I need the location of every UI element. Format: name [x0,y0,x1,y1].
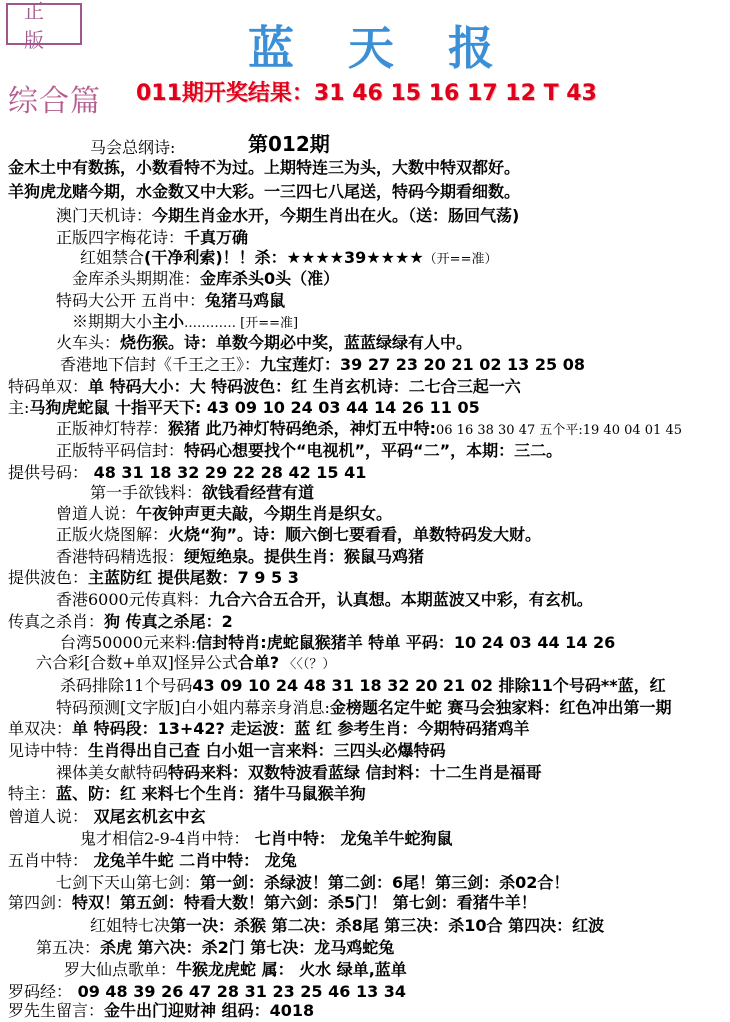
line-note: 〈〈（？） [279,657,336,672]
line-note: ………… [开==准] [184,316,299,331]
line-value: 烧伤猴。诗：单数今期必中奖，蓝蓝绿绿有人中。 [120,333,473,352]
line-label: 主: [8,398,30,417]
line-note: 06 16 38 30 47 五个平:19 40 04 01 45 [436,423,682,438]
line-label: 第四剑： [8,893,73,912]
line-value: 单 特码大小：大 特码波色：红 生肖玄机诗：二七合三起一六 [88,377,521,396]
line-value: 火烧“狗”。诗：顺六倒七要看看，单数特码发大财。 [168,525,542,544]
line-value: 09 48 39 26 47 28 31 23 25 46 13 34 [72,982,407,1001]
line-value: 生肖得出自己查 白小姐一言来料：三四头必爆特码 [88,741,446,760]
content-line [8,892,537,914]
line-label: 曾道人说： [56,504,137,523]
content-line [8,611,233,633]
line-note: （开==准） [423,252,498,267]
line-value: 合单? [237,653,280,672]
line-value: 金木土中有数拣，小数看特不为过。上期特连三为头，大数中特双都好。 [8,158,521,177]
line-value: 主小 [152,312,185,331]
content-line [72,268,339,290]
content-line [36,652,335,676]
line-label: 正版神灯特荐： [56,419,169,438]
content-line [8,462,366,484]
content-line [56,697,671,719]
content-line [8,376,521,398]
content-line [90,482,314,504]
line-label: 马会总纲诗: [90,138,176,157]
line-label: 杀码排除11个号码 [60,676,193,695]
content-line [36,937,394,959]
content-line [56,440,562,462]
draw-result: 011期开奖结果：31 46 15 16 17 12 T 43 [136,81,597,106]
line-value: 第一剑：杀绿波！第二剑：6尾！第三剑：杀02合！ [200,873,570,892]
content-line [60,354,585,376]
content-line [56,524,541,546]
content-line [8,783,366,805]
line-label: 传真之杀肖： [8,612,105,631]
line-label: 特码预测[文字版]白小姐内幕亲身消息: [56,698,330,717]
line-label: 香港地下信封《千王之王》： [60,355,261,374]
content-line [8,1000,314,1022]
content-line [56,290,285,312]
line-value: 特码来料：双数特波看蓝绿 信封料：十二生肖是福哥 [168,763,542,782]
content-line [80,828,453,850]
genuine-badge: 正 版 [6,3,82,45]
line-value: 蓝、防：红 来料七个生肖：猪牛马鼠猴羊狗 [56,784,366,803]
newspaper-title: 蓝天报 [248,21,548,75]
line-label: 正版特平码信封： [56,441,185,460]
content-line [8,181,520,203]
line-label: 提供波色： [8,568,89,587]
line-label: 单双决： [8,719,73,738]
line-value: 猴猪 此乃神灯特码绝杀，神灯五中特: [168,419,436,438]
content-line [8,718,530,740]
line-label: 七剑下天山第七剑： [56,873,201,892]
content-line [56,762,542,784]
line-label: 裸体美女献特码 [56,763,169,782]
line-value: 双尾玄机玄中玄 [88,807,206,826]
line-value: 欲钱看经营有道 [202,483,315,502]
content-line [8,397,480,419]
line-value: 信封特肖:虎蛇鼠猴猪羊 特单 平码：10 24 03 44 14 26 [196,633,616,652]
content-line [90,137,175,159]
content-line [64,959,407,981]
line-value: 第一决：杀猴 第二决：杀8尾 第三决：杀10合 第四决：红波 [170,916,605,935]
content-line [56,418,682,442]
line-label: 红姐特七决 [90,916,171,935]
line-label: 红姐禁合 [80,248,145,267]
line-label: 金库杀头期期准： [72,269,201,288]
content-line [56,332,472,354]
line-value: 今期生肖金水开，今期生肖出在火。（送：肠回气荡) [152,206,520,225]
line-value: 金牛出门迎财神 组码：4018 [104,1001,315,1020]
line-value: 金榜题名定牛蛇 赛马会独家料：红色冲出第一期 [329,698,672,717]
line-value: 金库杀头0头（准） [200,269,340,288]
line-label: 香港6000元传真料： [56,590,209,609]
line-label: 五肖中特： [8,851,89,870]
line-value: 单 特码段：13+42? 走运波：蓝 红 参考生肖：今期特码猪鸡羊 [72,719,530,738]
line-value: 龙兔羊牛蛇 二肖中特： 龙兔 [88,851,297,870]
line-value: 特双！第五剑：特看大数！第六剑：杀5门！ 第七剑：看猪牛羊！ [72,893,537,912]
content-line [60,675,666,697]
content-line [60,632,615,654]
content-line [8,157,520,179]
line-value: 七肖中特： 龙兔羊牛蛇狗鼠 [249,829,453,848]
line-value: 特码心想要找个“电视机”，平码“二”，本期：三二。 [184,441,563,460]
line-label: ※期期大小 [72,312,153,331]
line-label: 提供号码： [8,463,89,482]
content-line [90,915,604,937]
content-line [56,227,248,249]
line-value: 43 09 10 24 48 31 18 32 20 21 02 排除11个号码**蓝，红 [192,676,666,695]
line-value: 马狗虎蛇鼠 十指平天下: 43 09 10 24 03 44 14 26 11 05 [29,398,480,417]
line-value: 兔猪马鸡鼠 [205,291,286,310]
line-label: 第五决： [36,938,101,957]
line-value: 杀虎 第六决：杀2门 第七决：龙马鸡蛇兔 [100,938,395,957]
line-label: 澳门天机诗： [56,206,153,225]
line-label: 第一手欲钱料： [90,483,203,502]
line-value: 午夜钟声更夫敲，今期生肖是织女。 [136,504,393,523]
content-line [56,589,593,611]
content-line [56,546,424,568]
line-label: 香港特码精选报： [56,547,185,566]
line-label: 台湾50000元来料: [60,633,197,652]
line-label: 特码单双： [8,377,89,396]
line-label: 罗先生留言： [8,1001,105,1020]
line-value: (干净利索)！！杀：★★★★39★★★★ [144,248,424,267]
line-label: 曾道人说： [8,807,89,826]
line-label: 罗码经： [8,982,73,1001]
line-label: 罗大仙点歌单： [64,960,177,979]
line-label: 火车头： [56,333,121,352]
line-label: 正版火烧图解： [56,525,169,544]
line-label: 见诗中特： [8,741,89,760]
issue-number: 第012期 [248,132,330,156]
line-value: 羊狗虎龙赌今期，水金数又中大彩。一三四七八尾送，特码今期看细数。 [8,182,521,201]
content-line [8,740,446,762]
line-value: 牛猴龙虎蛇 属： 火水 绿单,蓝单 [176,960,407,979]
content-line [8,850,297,872]
line-label: 特主： [8,784,57,803]
line-label: 六合彩[合数+单双]怪异公式 [36,653,238,672]
line-value: 绠短绝泉。提供生肖：猴鼠马鸡猪 [184,547,425,566]
content-line [56,872,569,894]
line-label: 正版四字梅花诗： [56,228,185,247]
line-label: 鬼才相信2-9-4肖中特： [80,829,250,848]
line-value: 千真万确 [184,228,249,247]
line-label: 特码大公开 五肖中： [56,291,206,310]
content-line [8,806,206,828]
line-value: 主蓝防红 提供尾数：7 9 5 3 [88,568,299,587]
line-value: 九合六合五合开，认真想。本期蓝波又中彩，有玄机。 [208,590,593,609]
content-line [8,567,299,589]
content-line [56,205,519,227]
line-value: 狗 传真之杀尾：2 [104,612,233,631]
section-title: 综合篇 [8,84,101,119]
line-value: 48 31 18 32 29 22 28 42 15 41 [88,463,367,482]
content-line [56,503,392,525]
line-value: 九宝莲灯：39 27 23 20 21 02 13 25 08 [260,355,585,374]
